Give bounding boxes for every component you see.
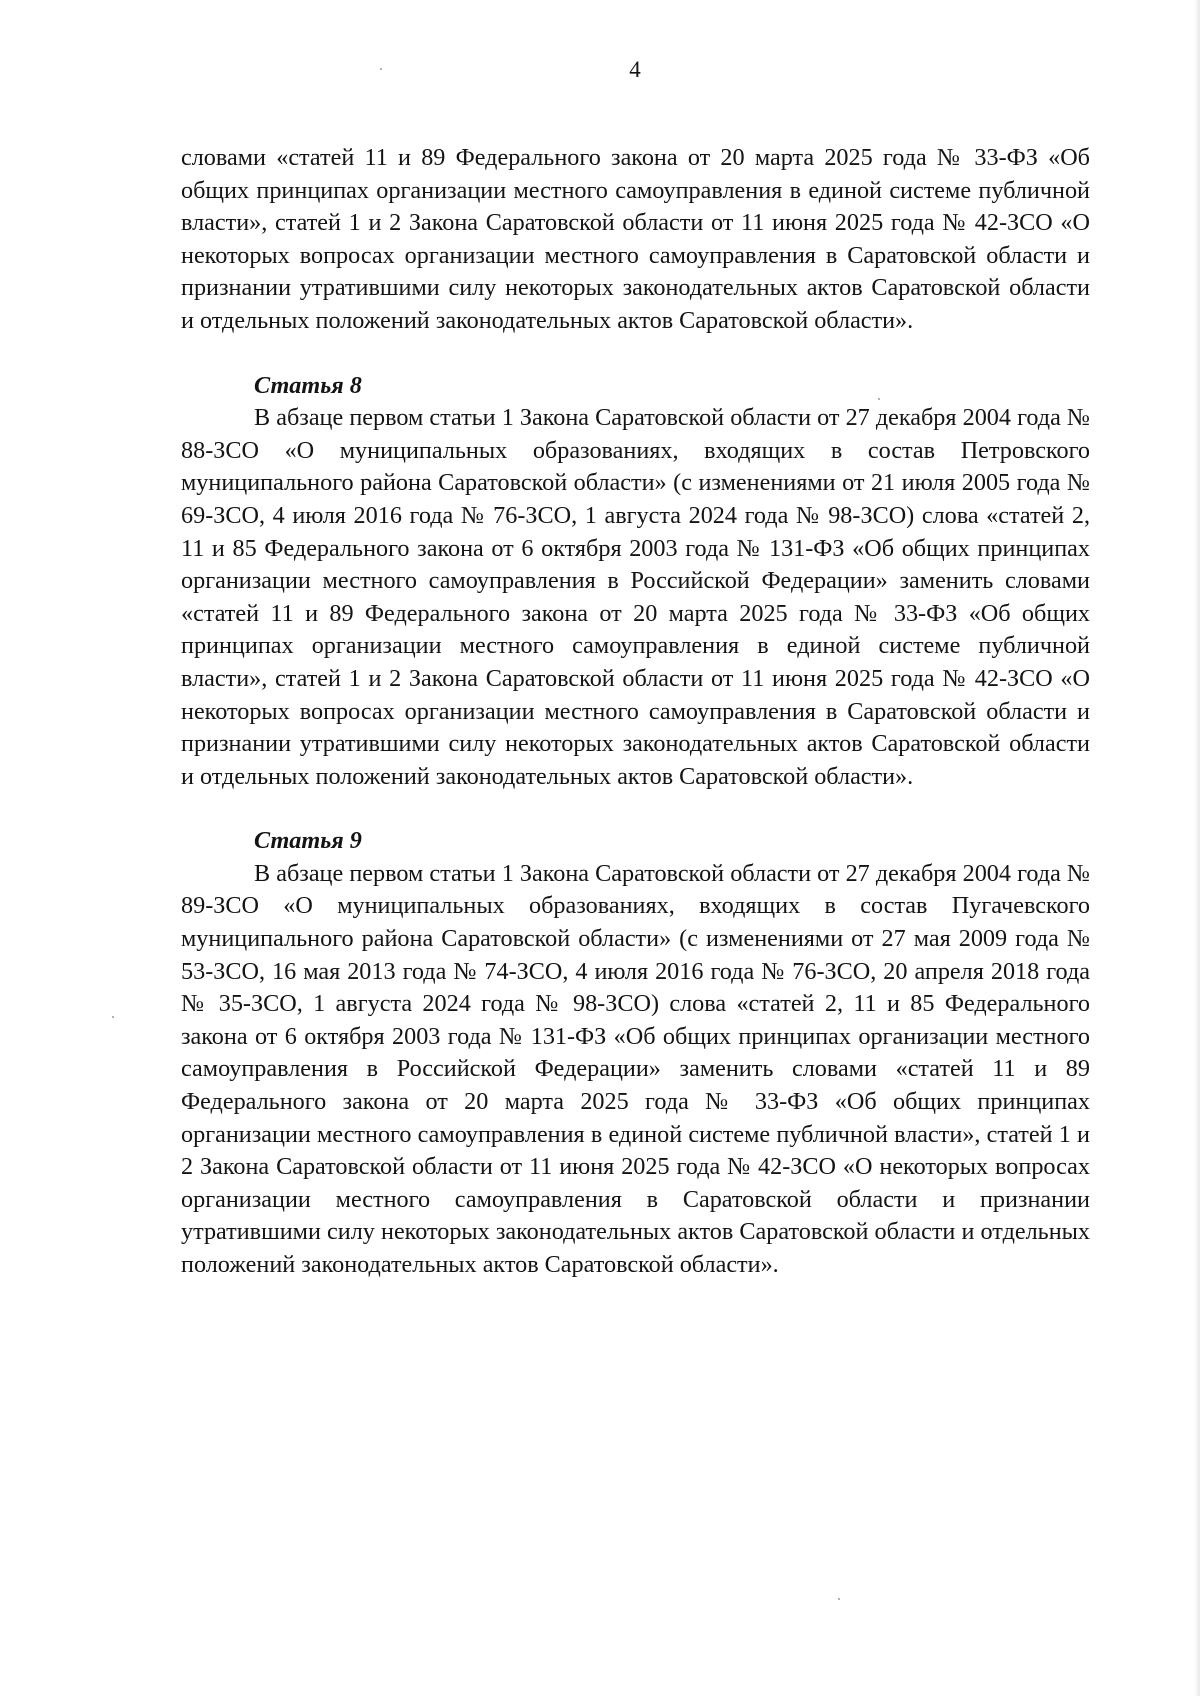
page-edge-shadow xyxy=(1194,0,1200,1696)
intro-paragraph: словами «статей 11 и 89 Федерального закона от 20 марта 2025 года № 33-ФЗ «Об общих принципах организации местного самоуправления в единой системе публичной власти», статей 1 и 2 Закона Саратовской области от 11 июня 2025 года № 42-ЗСО «О некоторых вопросах организации местного самоуправления в Саратовской области и признании утратившими силу некоторых законодательных актов Саратовской области и отдельных положений законодательных актов Саратовской области». xyxy=(181,144,1090,334)
section-spacer xyxy=(181,793,1090,825)
article-8 xyxy=(181,370,1090,794)
article-paragraph: В абзаце первом статьи 1 Закона Саратовской области от 27 декабря 2004 года № 88-ЗСО «О муниципальных образованиях, входящих в состав Петровского муниципального района Саратовской области» (с изменениями от 21 июля 2005 года № 69-ЗСО, 4 июля 2016 года № 76-ЗСО, 1 августа 2024 года № 98-ЗСО) слова «статей 2, 11 и 85 Федерального закона от 6 октября 2003 года № 131-ФЗ «Об общих принципах организации местного самоуправления в Российской Федерации» заменить словами «статей 11 и 89 Федерального закона от 20 марта 2025 года № 33-ФЗ «Об общих принципах организации местного самоуправления в единой системе публичной власти», статей 1 и 2 Закона Саратовской области от 11 июня 2025 года № 42-ЗСО «О некоторых вопросах организации местного самоуправления в Саратовской области и признании утратившими силу некоторых законодательных актов Саратовской области и отдельных положений законодательных актов Саратовской области». xyxy=(181,404,1090,790)
page-number: 4 xyxy=(629,57,641,82)
scan-speck xyxy=(838,1598,840,1600)
article-9 xyxy=(181,825,1090,1281)
article-paragraph: В абзаце первом статьи 1 Закона Саратовской области от 27 декабря 2004 года № 89-ЗСО «О муниципальных образованиях, входящих в состав Пугачевского муниципального района Саратовской области» (с изменениями от 27 мая 2009 года № 53-ЗСО, 16 мая 2013 года № 74-ЗСО, 4 июля 2016 года № 76-ЗСО, 20 апреля 2018 года № 35-ЗСО, 1 августа 2024 года № 98-ЗСО) слова «статей 2, 11 и 85 Федерального закона от 6 октября 2003 года № 131-ФЗ «Об общих принципах организации местного самоуправления в Российской Федерации» заменить словами «статей 11 и 89 Федерального закона от 20 марта 2025 года № 33-ФЗ «Об общих принципах организации местного самоуправления в единой системе публичной власти», статей 1 и 2 Закона Саратовской области от 11 июня 2025 года № 42-ЗСО «О некоторых вопросах организации местного самоуправления в Саратовской области и признании утратившими силу некоторых законодательных актов Саратовской области и отдельных положений законодательных актов Саратовской области». xyxy=(181,859,1090,1278)
article-heading: Статья 8 xyxy=(254,371,362,399)
section-spacer xyxy=(181,338,1090,370)
scan-speck xyxy=(112,1016,114,1018)
document-body xyxy=(181,142,1090,1282)
article-heading: Статья 9 xyxy=(254,827,362,855)
